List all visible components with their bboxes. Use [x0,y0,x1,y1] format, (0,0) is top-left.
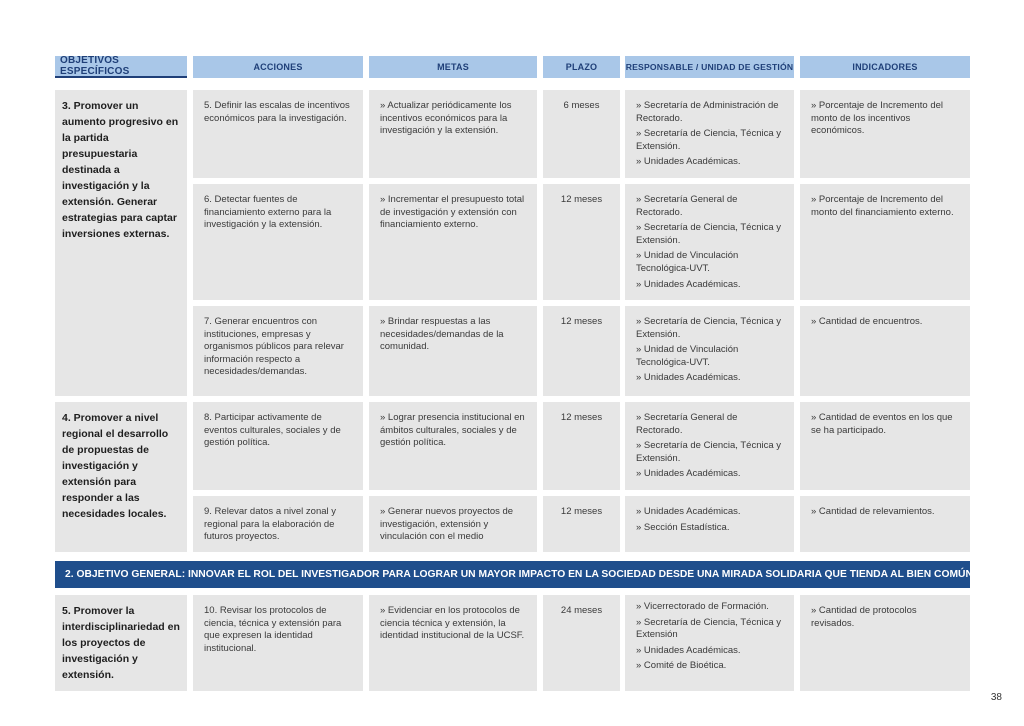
header-responsable: RESPONSABLE / UNIDAD DE GESTIÓN [625,56,794,78]
table-row-meta: » Evidenciar en los protocolos de ciencia técnica y extensión, la identidad institucional de la UCSF. [369,595,537,691]
table-row-indicador: » Porcentaje de Incremento del monto de los incentivos económicos. [800,90,970,178]
responsable-item: » Unidades Académicas. [636,156,741,168]
table-row-accion: 5. Definir las escalas de incentivos económicos para la investigación. [193,90,363,178]
table-row-indicador: » Cantidad de relevamientos. [800,496,970,552]
responsable-item: » Unidades Académicas. [636,468,741,480]
objective-5: 5. Promover la interdisciplinariedad en los proyectos de investigación y extensión. [55,595,187,691]
table-row-responsables [625,595,794,691]
table-row-accion: 9. Relevar datos a nivel zonal y regional para la elaboración de futuros proyectos. [193,496,363,552]
table-row-accion: 8. Participar activamente de eventos culturales, sociales y de gestión política. [193,402,363,490]
table-row-indicador: » Porcentaje de Incremento del monto del financiamiento externo. [800,184,970,300]
table-row-indicador: » Cantidad de protocolos revisados. [800,595,970,691]
table-row-accion: 6. Detectar fuentes de financiamiento externo para la investigación y la extensión. [193,184,363,300]
responsable-item: » Sección Estadística. [636,521,730,533]
table-row-meta: » Incrementar el presupuesto total de investigación y extensión con financiamiento externo. [369,184,537,300]
header-indicadores: INDICADORES [800,56,970,78]
objective-4: 4. Promover a nivel regional el desarrollo de propuestas de investigación y extensión para responder a las necesidades locales. [55,402,187,552]
responsable-item: » Secretaría de Ciencia, Técnica y Extensión. [636,222,782,246]
table-row-meta: » Brindar respuestas a las necesidades/demandas de la comunidad. [369,306,537,396]
responsable-item: » Secretaría de Ciencia, Técnica y Extensión. [636,128,782,152]
header-objetivos: OBJETIVOS ESPECÍFICOS [55,56,187,78]
header-metas: METAS [369,56,537,78]
responsable-item: » Secretaría de Ciencia, Técnica y Extensión. [636,440,782,464]
objetivo-general-banner: 2. OBJETIVO GENERAL: INNOVAR EL ROL DEL INVESTIGADOR PARA LOGRAR UN MAYOR IMPACTO EN LA SOCIEDAD DESDE UNA MIRADA SOLIDARIA QUE TIENDA AL BIEN COMÚN. [55,561,970,588]
table-row-plazo: 12 meses [543,184,620,300]
table-row-plazo: 12 meses [543,306,620,396]
responsable-item: » Unidades Académicas. [636,506,741,517]
responsable-item: » Secretaría de Administración de Rectorado. [636,100,779,124]
table-row-responsables [625,90,794,178]
table-row-accion: 10. Revisar los protocolos de ciencia, técnica y extensión para que expresen la identidad institucional. [193,595,363,691]
page-number: 38 [990,692,1002,703]
table-row-meta: » Generar nuevos proyectos de investigación, extensión y vinculación con el medio [369,496,537,552]
table-row-meta: » Actualizar periódicamente los incentivos económicos para la investigación y la extensión. [369,90,537,178]
responsable-item: » Unidades Académicas. [636,372,741,384]
table-row-plazo: 6 meses [543,90,620,178]
objective-3: 3. Promover un aumento progresivo en la partida presupuestaria destinada a investigación y la extensión. Generar estrategias para captar inversiones externas. [55,90,187,396]
table-row-plazo: 12 meses [543,402,620,490]
responsable-item: » Unidades Académicas. [636,644,741,656]
responsable-item: » Unidades Académicas. [636,278,741,290]
responsable-item: » Vicerrectorado de Formación. [636,601,769,612]
table-row-indicador: » Cantidad de encuentros. [800,306,970,396]
responsable-item: » Unidad de Vinculación Tecnológica-UVT. [636,250,739,274]
table-row-meta: » Lograr presencia institucional en ámbitos culturales, sociales y de gestión política. [369,402,537,490]
responsable-item: » Unidad de Vinculación Tecnológica-UVT. [636,344,739,368]
responsable-item: » Secretaría de Ciencia, Técnica y Extensión. [636,316,782,340]
table-row-accion: 7. Generar encuentros con instituciones, empresas y organismos públicos para relevar información respecto a necesidades/demandas. [193,306,363,396]
header-plazo: PLAZO [543,56,620,78]
responsable-item: » Secretaría de Ciencia, Técnica y Extensión [636,616,782,641]
table-row-responsables [625,402,794,490]
table-row-responsables [625,496,794,552]
table-row-responsables [625,184,794,300]
table-row-responsables [625,306,794,396]
table-row-plazo: 12 meses [543,496,620,552]
responsable-item: » Comité de Bioética. [636,660,727,672]
header-acciones: ACCIONES [193,56,363,78]
table-row-plazo: 24 meses [543,595,620,691]
table-row-indicador: » Cantidad de eventos en los que se ha participado. [800,402,970,490]
responsable-item: » Secretaría General de Rectorado. [636,194,738,218]
responsable-item: » Secretaría General de Rectorado. [636,412,738,436]
